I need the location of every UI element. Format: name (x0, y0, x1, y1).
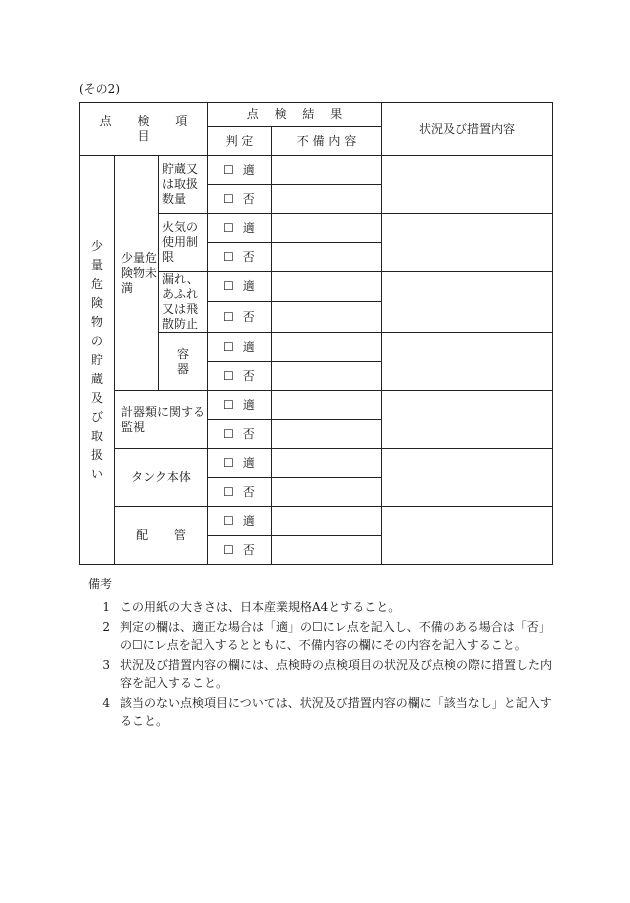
item-label: 配 管 (115, 507, 208, 565)
item-label: 漏れ、あふれ又は飛散防止 (159, 272, 208, 333)
defect-cell[interactable] (272, 420, 382, 449)
item-label: タンク本体 (115, 449, 208, 507)
note-item (88, 656, 558, 692)
item-label: 容 器 (159, 333, 208, 391)
ok-label: 適 (242, 279, 255, 293)
judgment-ng-cell (208, 536, 272, 565)
item-label: 貯蔵又は取扱数量 (159, 156, 208, 214)
judgment-ng-cell (208, 243, 272, 272)
ok-label: 適 (242, 162, 255, 177)
checkbox-ok[interactable]: ☐ (223, 279, 234, 293)
defect-cell[interactable] (272, 333, 382, 362)
inspection-table (79, 102, 553, 565)
page-label: (その2) (79, 82, 120, 96)
judgment-ng-cell (208, 420, 272, 449)
judgment-ok-cell (208, 333, 272, 362)
note-item (88, 694, 558, 730)
judgment-ok-cell (208, 272, 272, 302)
category-cell (80, 156, 115, 565)
ok-label: 適 (242, 339, 255, 354)
checkbox-ok[interactable]: ☐ (223, 455, 234, 470)
defect-cell[interactable] (272, 449, 382, 478)
defect-cell[interactable] (272, 243, 382, 272)
category-char: 険 (90, 295, 103, 310)
header-judgment: 判 定 (208, 127, 272, 156)
checkbox-ng[interactable]: ☐ (223, 368, 234, 383)
ok-label: 適 (242, 220, 255, 235)
sub-group-label: 少量危険物未満 (115, 156, 159, 391)
ng-label: 否 (242, 191, 255, 206)
checkbox-ng[interactable]: ☐ (223, 484, 234, 499)
category-char: い (90, 466, 103, 481)
checkbox-ng[interactable]: ☐ (223, 542, 234, 557)
checkbox-ok[interactable]: ☐ (223, 513, 234, 528)
header-measures: 状況及び措置内容 (382, 103, 553, 156)
category-char: 物 (90, 314, 103, 329)
judgment-ok-cell (208, 156, 272, 185)
ok-label: 適 (242, 397, 255, 412)
category-char: 取 (90, 428, 103, 443)
note-item (88, 618, 558, 654)
judgment-ok-cell (208, 391, 272, 420)
defect-cell[interactable] (272, 391, 382, 420)
category-char: び (90, 409, 103, 424)
judgment-ok-cell (208, 214, 272, 243)
ng-label: 否 (242, 426, 255, 441)
ok-label: 適 (242, 513, 255, 528)
judgment-ng-cell (208, 302, 272, 333)
category-char: 少 (90, 238, 103, 253)
checkbox-ng[interactable]: ☐ (223, 191, 234, 206)
ok-label: 適 (242, 455, 255, 470)
item-label: 火気の使用制限 (159, 214, 208, 272)
checkbox-ok[interactable]: ☐ (223, 339, 234, 354)
judgment-ok-cell (208, 449, 272, 478)
category-char: 扱 (90, 447, 103, 462)
category-char: 及 (90, 390, 103, 405)
checkbox-ng[interactable]: ☐ (223, 426, 234, 441)
measures-cell[interactable] (382, 391, 553, 449)
checkbox-ok[interactable]: ☐ (223, 220, 234, 235)
ng-label: 否 (242, 484, 255, 499)
category-char: 蔵 (90, 371, 103, 386)
defect-cell[interactable] (272, 478, 382, 507)
ng-label: 否 (242, 542, 255, 557)
note-number: 2 (102, 620, 110, 634)
notes-title: 備考 (88, 577, 113, 591)
header-result: 点 検 結 果 (208, 103, 382, 127)
defect-cell[interactable] (272, 362, 382, 391)
defect-cell[interactable] (272, 302, 382, 333)
checkbox-ok[interactable]: ☐ (223, 397, 234, 412)
ng-label: 否 (242, 309, 255, 324)
note-number: 4 (102, 696, 110, 710)
header-item: 点 検 項 目 (80, 103, 208, 156)
header-defect: 不 備 内 容 (272, 127, 382, 156)
note-text: 該当のない点検項目については、状況及び措置内容の欄に「該当なし」と記入すること。 (120, 696, 552, 728)
ng-label: 否 (242, 249, 255, 264)
category-char: 危 (90, 276, 103, 291)
note-text: この用紙の大きさは、日本産業規格A4とすること。 (120, 600, 401, 614)
defect-cell[interactable] (272, 507, 382, 536)
checkbox-ng[interactable]: ☐ (223, 309, 234, 324)
category-char: 量 (90, 257, 103, 272)
category-char: の (90, 333, 103, 348)
ng-label: 否 (242, 368, 255, 383)
judgment-ng-cell (208, 185, 272, 214)
measures-cell[interactable] (382, 333, 553, 391)
note-text: 判定の欄は、適正な場合は「適」の☐にレ点を記入し、不備のある場合は「否」の☐にレ点を記入するとともに、不備内容の欄にその内容を記入すること。 (120, 620, 551, 652)
judgment-ng-cell (208, 362, 272, 391)
defect-cell[interactable] (272, 536, 382, 565)
measures-cell[interactable] (382, 214, 553, 272)
judgment-ng-cell (208, 478, 272, 507)
notes-section (88, 575, 558, 732)
defect-cell[interactable] (272, 185, 382, 214)
measures-cell[interactable] (382, 156, 553, 214)
measures-cell[interactable] (382, 449, 553, 507)
note-text: 状況及び措置内容の欄には、点検時の点検項目の状況及び点検の際に措置した内容を記入すること。 (120, 658, 553, 690)
defect-cell[interactable] (272, 214, 382, 243)
defect-cell[interactable] (272, 272, 382, 302)
note-item (88, 598, 558, 616)
item-label: 計器類に関する監視 (115, 391, 208, 449)
checkbox-ok[interactable]: ☐ (223, 162, 234, 177)
measures-cell[interactable] (382, 272, 553, 333)
note-number: 3 (102, 658, 110, 672)
checkbox-ng[interactable]: ☐ (223, 249, 234, 264)
defect-cell[interactable] (272, 156, 382, 185)
category-char: 貯 (90, 352, 103, 367)
judgment-ok-cell (208, 507, 272, 536)
measures-cell[interactable] (382, 507, 553, 565)
note-number: 1 (102, 600, 110, 614)
